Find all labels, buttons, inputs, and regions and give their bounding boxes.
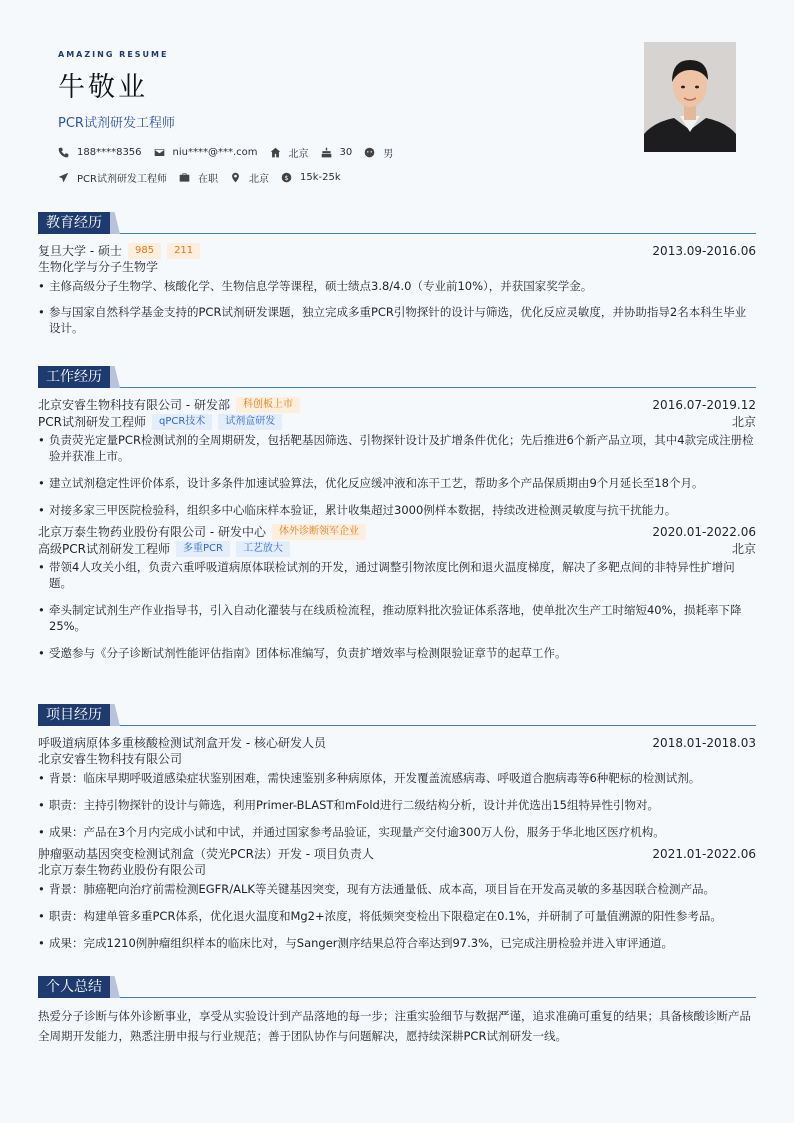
- home-icon: [270, 147, 281, 158]
- info-city: [230, 170, 269, 185]
- education-row: [38, 242, 756, 259]
- position-name: 高级PCR试剂研发工程师: [38, 542, 170, 556]
- projects-header: [38, 704, 756, 726]
- company-name: 北京安睿生物科技有限公司 - 研发部: [38, 398, 230, 412]
- avatar-portrait: [644, 42, 736, 152]
- projects-section: [38, 704, 756, 951]
- list-item: • 对接多家三甲医院检验科，组织多中心临床样本验证，累计收集超过3000例样本数据，持续改进检测灵敏度与抗干扰能力。: [38, 502, 756, 518]
- education-bullets: [38, 278, 756, 336]
- list-item: • 成果：完成1210例肿瘤组织样本的临床比对，与Sanger测序结果总符合率达到97.3%，已完成注册检验并进入审评通道。: [38, 935, 756, 951]
- work-item: [38, 518, 756, 661]
- work-city: 北京: [731, 415, 756, 429]
- summary-text: 热爱分子诊断与体外诊断事业，享受从实验设计到产品落地的每一步；注重实验细节与数据严谨，追求准确可重复的结果；具备核酸诊断产品全周期开发能力，熟悉注册申报与行业规范；善于团队协作与问题解决，愿持续深耕PCR试剂研发一线。: [38, 1009, 751, 1043]
- hometown-text: 北京: [288, 149, 309, 160]
- cake-icon: [321, 147, 332, 158]
- list-item: • 负责荧光定量PCR检测试剂的全周期研发，包括靶基因筛选、引物探针设计及扩增条件优化；先后推进6个新产品立项，其中4款完成注册检验并获准上市。: [38, 432, 756, 464]
- company-tag: 体外诊断领军企业: [272, 524, 366, 540]
- gender-icon: [364, 147, 375, 158]
- project-item: [38, 840, 756, 951]
- list-item: • 带领4人攻关小组，负责六重呼吸道病原体联检试剂的开发，通过调整引物浓度比例和退火温度梯度，解决了多靶点间的非特异性扩增问题。: [38, 559, 756, 591]
- info-phone: [58, 147, 142, 158]
- list-item: • 职责：构建单管多重PCR体系，优化退火温度和Mg2+浓度，将低频突变检出下限稳定在0.1%，并研制了可量值溯源的阳性参考品。: [38, 908, 756, 924]
- project-date: 2018.01-2018.03: [652, 735, 756, 750]
- work-section: [38, 366, 756, 661]
- email-text: niu****@***.com: [172, 147, 258, 158]
- work-item: [38, 388, 756, 518]
- project-date: 2021.01-2022.06: [652, 846, 756, 861]
- project-item: [38, 726, 756, 840]
- avatar: [644, 42, 736, 152]
- info-email: [154, 147, 258, 158]
- intent-text: PCR试剂研发工程师: [77, 174, 167, 185]
- info-hometown: [270, 145, 309, 160]
- list-item: • 参与国家自然科学基金支持的PCR试剂研发课题，独立完成多重PCR引物探针的设计与筛选，优化反应灵敏度，并协助指导2名本科生毕业设计。: [38, 304, 756, 336]
- status-text: 在职: [197, 174, 218, 185]
- briefcase-icon: [179, 172, 190, 183]
- skill-tag: 试剂盒研发: [218, 414, 282, 430]
- list-item: • 受邀参与《分子诊断试剂性能评估指南》团体标准编写，负责扩增效率与检测限验证章节的起草工作。: [38, 645, 756, 661]
- summary-section: [38, 976, 756, 1046]
- info-salary: [281, 172, 341, 183]
- age-text: 30: [339, 147, 353, 158]
- summary-title: 个人总结: [38, 976, 110, 998]
- candidate-name: 牛敬业: [58, 72, 148, 103]
- list-item: • 成果：产品在3个月内完成小试和中试，并通过国家参考品验证，实现量产交付逾300万人份，服务于华北地区医疗机构。: [38, 824, 756, 840]
- job-title: PCR试剂研发工程师: [58, 116, 175, 131]
- location-pin-icon: [230, 172, 241, 183]
- school-tag: 985: [128, 243, 161, 259]
- work-date: 2020.01-2022.06: [652, 524, 756, 539]
- project-org: 北京安睿生物科技有限公司: [38, 752, 183, 766]
- summary-header: [38, 976, 756, 998]
- send-icon: [58, 172, 69, 183]
- company-tag: 科创板上市: [236, 397, 300, 413]
- education-section: [38, 212, 756, 336]
- education-header: [38, 212, 756, 234]
- projects-title: 项目经历: [38, 704, 110, 726]
- work-header: [38, 366, 756, 388]
- skill-tag: 多重PCR: [176, 541, 230, 557]
- info-row-job: [58, 170, 405, 185]
- money-icon: [281, 172, 292, 183]
- list-item: • 背景：临床早期呼吸道感染症状鉴别困难，需快速鉴别多种病原体，开发覆盖流感病毒、呼吸道合胞病毒等6种靶标的检测试剂。: [38, 770, 756, 786]
- list-item: • 牵头制定试剂生产作业指导书，引入自动化灌装与在线质检流程，推动原料批次验证体系落地，使单批次生产工时缩短40%，损耗率下降25%。: [38, 602, 756, 634]
- list-item: • 背景：肺癌靶向治疗前需检测EGFR/ALK等关键基因突变，现有方法通量低、成本高，项目旨在开发高灵敏的多基因联合检测产品。: [38, 881, 756, 897]
- education-major: 生物化学与分子生物学: [38, 260, 159, 274]
- info-age: [321, 147, 353, 158]
- svg-text:$: $: [284, 174, 289, 182]
- gender-text: 男: [383, 149, 394, 160]
- work-title: 工作经历: [38, 366, 110, 388]
- info-intent: [58, 170, 167, 185]
- list-item: • 职责：主持引物探针的设计与筛选，利用Primer-BLAST和mFold进行二级结构分析，设计并优选出15组特异性引物对。: [38, 797, 756, 813]
- info-row-contact: [58, 145, 405, 160]
- info-gender: [364, 145, 393, 160]
- list-item: • 主修高级分子生物学、核酸化学、生物信息学等课程，硕士绩点3.8/4.0（专业前10%），并获国家奖学金。: [38, 278, 756, 294]
- brand-label: AMAZING RESUME: [58, 50, 169, 59]
- city-text: 北京: [248, 174, 269, 185]
- phone-icon: [58, 147, 69, 158]
- position-name: PCR试剂研发工程师: [38, 415, 146, 429]
- work-city: 北京: [731, 542, 756, 556]
- education-date: 2013.09-2016.06: [652, 243, 756, 258]
- list-item: • 建立试剂稳定性评价体系，设计多条件加速试验算法，优化反应缓冲液和冻干工艺，帮助多个产品保质期由9个月延长至18个月。: [38, 475, 756, 491]
- school-tag: 211: [167, 243, 200, 259]
- education-title: 教育经历: [38, 212, 110, 234]
- project-org: 北京万泰生物药业股份有限公司: [38, 863, 207, 877]
- work-date: 2016.07-2019.12: [652, 397, 756, 412]
- skill-tag: qPCR技术: [152, 414, 212, 430]
- company-name: 北京万泰生物药业股份有限公司 - 研发中心: [38, 525, 266, 539]
- salary-text: 15k-25k: [299, 172, 341, 183]
- info-status: [179, 170, 218, 185]
- phone-text: 188****8356: [77, 147, 142, 158]
- school-name: 复旦大学 - 硕士: [38, 244, 122, 258]
- header: [58, 50, 405, 185]
- project-title: 肿瘤驱动基因突变检测试剂盒（荧光PCR法）开发 - 项目负责人: [38, 847, 374, 861]
- mail-icon: [154, 147, 165, 158]
- project-title: 呼吸道病原体多重核酸检测试剂盒开发 - 核心研发人员: [38, 736, 326, 750]
- skill-tag: 工艺放大: [236, 541, 290, 557]
